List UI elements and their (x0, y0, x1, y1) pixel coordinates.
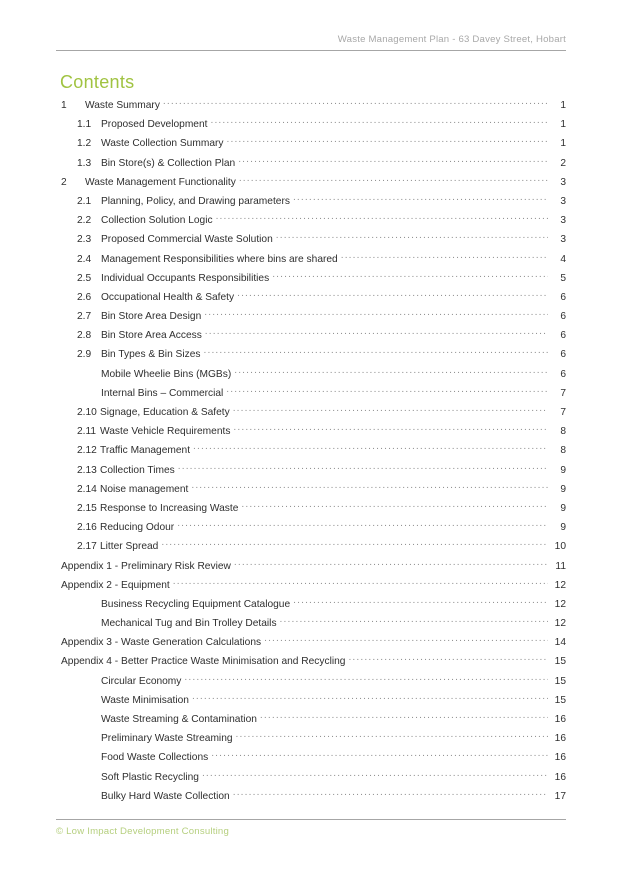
toc-leader-dots (211, 748, 548, 760)
toc-entry-label: Mobile Wheelie Bins (MGBs) (101, 368, 232, 380)
header-divider (56, 50, 566, 51)
toc-entry-number: 1.2 (77, 138, 92, 150)
toc-leader-dots (234, 365, 548, 377)
toc-entry[interactable] (56, 403, 566, 422)
toc-entry[interactable] (56, 710, 566, 729)
toc-leader-dots (177, 518, 548, 530)
toc-leader-dots (173, 576, 548, 588)
toc-entry-label: Appendix 4 - Better Practice Waste Minimisation and Recycling (61, 656, 346, 668)
toc-leader-dots (178, 461, 548, 473)
toc-entry-label: Individual Occupants Responsibilities (101, 272, 270, 284)
toc-entry-label: Occupational Health & Safety (101, 291, 235, 303)
toc-entry-page-number: 11 (555, 560, 566, 572)
toc-entry-label: Response to Increasing Waste (100, 502, 239, 514)
toc-entry-page-number: 16 (554, 771, 566, 783)
toc-entry-number: 2.15 (77, 502, 97, 514)
toc-leader-dots (234, 557, 548, 569)
toc-entry[interactable] (56, 576, 566, 595)
toc-entry-page-number: 3 (560, 215, 566, 227)
toc-entry-label: Bin Store Area Design (101, 311, 202, 323)
toc-entry-label: Reducing Odour (100, 522, 175, 534)
toc-entry[interactable] (56, 250, 566, 269)
toc-entry-label: Litter Spread (100, 541, 159, 553)
toc-leader-dots (276, 230, 548, 242)
footer-divider (56, 819, 566, 820)
toc-entry-label: Waste Streaming & Contamination (101, 714, 257, 725)
toc-entry-label: Bin Store Area Access (101, 330, 202, 342)
toc-entry-page-number: 10 (554, 541, 566, 553)
toc-entry-label: Appendix 2 - Equipment (61, 579, 170, 591)
toc-leader-dots (204, 307, 548, 319)
toc-entry-label: Business Recycling Equipment Catalogue (101, 598, 291, 610)
toc-entry[interactable] (56, 288, 566, 307)
toc-entry[interactable] (56, 211, 566, 230)
toc-entry[interactable] (56, 614, 566, 633)
toc-entry-number: 2.8 (77, 330, 92, 342)
toc-entry-label: Bin Types & Bin Sizes (101, 349, 201, 361)
toc-entry-page-number: 8 (560, 426, 566, 438)
toc-entry-label: Signage, Education & Safety (100, 407, 230, 418)
toc-entry[interactable] (56, 652, 566, 671)
toc-leader-dots (210, 115, 548, 127)
toc-entry-label: Collection Solution Logic (101, 215, 213, 227)
toc-entry[interactable] (56, 480, 566, 499)
toc-entry-page-number: 3 (560, 195, 566, 207)
toc-entry[interactable] (56, 461, 566, 480)
toc-entry-number: 1 (61, 100, 67, 111)
toc-entry[interactable] (56, 729, 566, 748)
toc-entry-number: 2 (61, 176, 67, 188)
toc-entry-label: Waste Summary (85, 100, 160, 111)
toc-leader-dots (233, 403, 548, 415)
toc-entry-number: 2.6 (77, 291, 92, 303)
toc-leader-dots (237, 288, 548, 300)
toc-entry-page-number: 7 (560, 387, 566, 399)
toc-entry[interactable] (56, 441, 566, 460)
toc-leader-dots (203, 345, 548, 357)
toc-entry-page-number: 6 (560, 349, 566, 361)
toc-entry-page-number: 16 (554, 752, 566, 764)
toc-entry-number: 1.3 (77, 157, 92, 169)
toc-entry-label: Proposed Development (101, 119, 208, 131)
toc-entry-page-number: 15 (554, 694, 566, 706)
toc-entry-label: Waste Management Functionality (85, 176, 236, 188)
toc-entry-label: Appendix 1 - Preliminary Risk Review (61, 560, 231, 572)
toc-entry-page-number: 12 (554, 598, 566, 610)
toc-entry[interactable] (56, 633, 566, 652)
toc-leader-dots (260, 710, 548, 722)
toc-entry-number: 2.16 (77, 522, 97, 534)
toc-entry-number: 2.10 (77, 407, 97, 418)
toc-entry-label: Waste Vehicle Requirements (100, 426, 231, 438)
toc-entry-page-number: 9 (560, 464, 566, 476)
toc-leader-dots (193, 441, 548, 453)
toc-entry-page-number: 12 (554, 618, 566, 630)
toc-entry[interactable] (56, 499, 566, 518)
toc-leader-dots (264, 633, 548, 645)
toc-entry-page-number: 1 (560, 119, 566, 131)
toc-entry-number: 2.9 (77, 349, 92, 361)
toc-entry-number: 2.14 (77, 483, 97, 495)
toc-leader-dots (348, 652, 548, 664)
page-title: Contents (60, 72, 135, 92)
toc-leader-dots (272, 269, 548, 281)
header-title: Waste Management Plan - 63 Davey Street, Hobart (337, 34, 566, 45)
toc-entry[interactable] (56, 269, 566, 288)
toc-leader-dots (238, 154, 548, 166)
toc-entry-page-number: 3 (560, 234, 566, 246)
toc-leader-dots (161, 537, 548, 549)
toc-entry[interactable] (56, 518, 566, 537)
toc-entry-number: 2.4 (77, 253, 92, 265)
toc-entry-label: Noise management (100, 483, 189, 495)
toc-leader-dots (236, 729, 548, 741)
toc-entry-label: Bin Store(s) & Collection Plan (101, 157, 236, 169)
toc-entry-page-number: 3 (560, 176, 566, 188)
toc-entry[interactable] (56, 365, 566, 384)
toc-entry-label: Waste Collection Summary (101, 138, 224, 150)
toc-entry-label: Bulky Hard Waste Collection (101, 790, 230, 802)
toc-entry-page-number: 2 (560, 157, 566, 169)
toc-entry[interactable] (56, 154, 566, 173)
page-header (56, 33, 566, 53)
toc-entry-label: Traffic Management (100, 445, 191, 457)
toc-entry-page-number: 8 (560, 445, 566, 457)
toc-entry-page-number: 15 (554, 675, 566, 687)
toc-leader-dots (226, 134, 548, 146)
toc-entry-number: 1.1 (77, 119, 92, 131)
toc-entry[interactable] (56, 748, 566, 767)
toc-entry[interactable] (56, 384, 566, 403)
footer-copyright: © Low Impact Development Consulting (56, 826, 229, 837)
toc-entry[interactable] (56, 96, 566, 115)
toc-leader-dots (184, 672, 548, 684)
toc-leader-dots (202, 768, 548, 780)
toc-entry[interactable] (56, 230, 566, 249)
toc-leader-dots (341, 250, 548, 262)
toc-entry-label: Proposed Commercial Waste Solution (101, 234, 273, 246)
toc-entry-label: Food Waste Collections (101, 752, 209, 764)
toc-leader-dots (280, 614, 548, 626)
toc-leader-dots (293, 595, 548, 607)
toc-entry-number: 2.5 (77, 272, 92, 284)
toc-entry-page-number: 5 (560, 272, 566, 284)
toc-entry-page-number: 7 (560, 407, 566, 418)
toc-entry[interactable] (56, 134, 566, 153)
toc-entry[interactable] (56, 691, 566, 710)
toc-entry[interactable] (56, 537, 566, 556)
toc-entry-page-number: 1 (560, 138, 566, 150)
toc-entry[interactable] (56, 768, 566, 787)
toc-entry-label: Soft Plastic Recycling (101, 771, 199, 783)
toc-leader-dots (192, 691, 548, 703)
toc-entry-page-number: 9 (560, 502, 566, 514)
toc-entry-label: Mechanical Tug and Bin Trolley Details (101, 618, 277, 630)
toc-entry-number: 2.12 (77, 445, 97, 457)
toc-entry[interactable] (56, 173, 566, 192)
toc-entry-label: Internal Bins – Commercial (101, 387, 224, 399)
toc-leader-dots (191, 480, 548, 492)
toc-leader-dots (216, 211, 548, 223)
toc-entry-label: Appendix 3 - Waste Generation Calculations (61, 637, 262, 649)
toc-entry-page-number: 6 (560, 368, 566, 380)
toc-entry-label: Collection Times (100, 464, 175, 476)
toc-entry[interactable] (56, 326, 566, 345)
toc-entry-number: 2.7 (77, 311, 92, 323)
toc-entry-label: Waste Minimisation (101, 694, 189, 706)
toc-entry-label: Planning, Policy, and Drawing parameters (101, 195, 290, 207)
toc-leader-dots (163, 96, 548, 108)
toc-entry-page-number: 9 (560, 522, 566, 534)
toc-entry[interactable] (56, 595, 566, 614)
toc-entry-page-number: 12 (554, 579, 566, 591)
toc-entry-label: Preliminary Waste Streaming (101, 733, 233, 745)
toc-entry[interactable] (56, 672, 566, 691)
toc-entry-page-number: 16 (554, 733, 566, 745)
toc-entry-page-number: 14 (554, 637, 566, 649)
table-of-contents (56, 96, 566, 806)
toc-entry-page-number: 4 (560, 253, 566, 265)
toc-entry[interactable] (56, 557, 566, 576)
toc-leader-dots (226, 384, 548, 396)
toc-entry-page-number: 6 (560, 291, 566, 303)
toc-entry-number: 2.11 (77, 426, 97, 438)
toc-leader-dots (233, 787, 548, 799)
toc-entry-page-number: 1 (560, 100, 566, 111)
toc-leader-dots (239, 173, 548, 185)
toc-leader-dots (241, 499, 548, 511)
toc-leader-dots (205, 326, 548, 338)
toc-entry-page-number: 6 (560, 330, 566, 342)
toc-entry-number: 2.2 (77, 215, 92, 227)
toc-entry-number: 2.3 (77, 234, 92, 246)
toc-leader-dots (293, 192, 548, 204)
toc-entry-page-number: 17 (554, 790, 566, 802)
toc-entry-page-number: 16 (554, 714, 566, 725)
toc-entry-label: Circular Economy (101, 675, 182, 687)
toc-entry-number: 2.13 (77, 464, 97, 476)
toc-entry-number: 2.1 (77, 195, 92, 207)
toc-leader-dots (233, 422, 548, 434)
toc-entry[interactable] (56, 787, 566, 806)
toc-entry[interactable] (56, 307, 566, 326)
toc-entry[interactable] (56, 192, 566, 211)
toc-entry-label: Management Responsibilities where bins are shared (101, 253, 338, 265)
toc-entry[interactable] (56, 422, 566, 441)
toc-entry-number: 2.17 (77, 541, 97, 553)
toc-entry-page-number: 15 (554, 656, 566, 668)
toc-entry[interactable] (56, 115, 566, 134)
toc-entry-page-number: 6 (560, 311, 566, 323)
toc-entry[interactable] (56, 345, 566, 364)
toc-entry-page-number: 9 (560, 483, 566, 495)
